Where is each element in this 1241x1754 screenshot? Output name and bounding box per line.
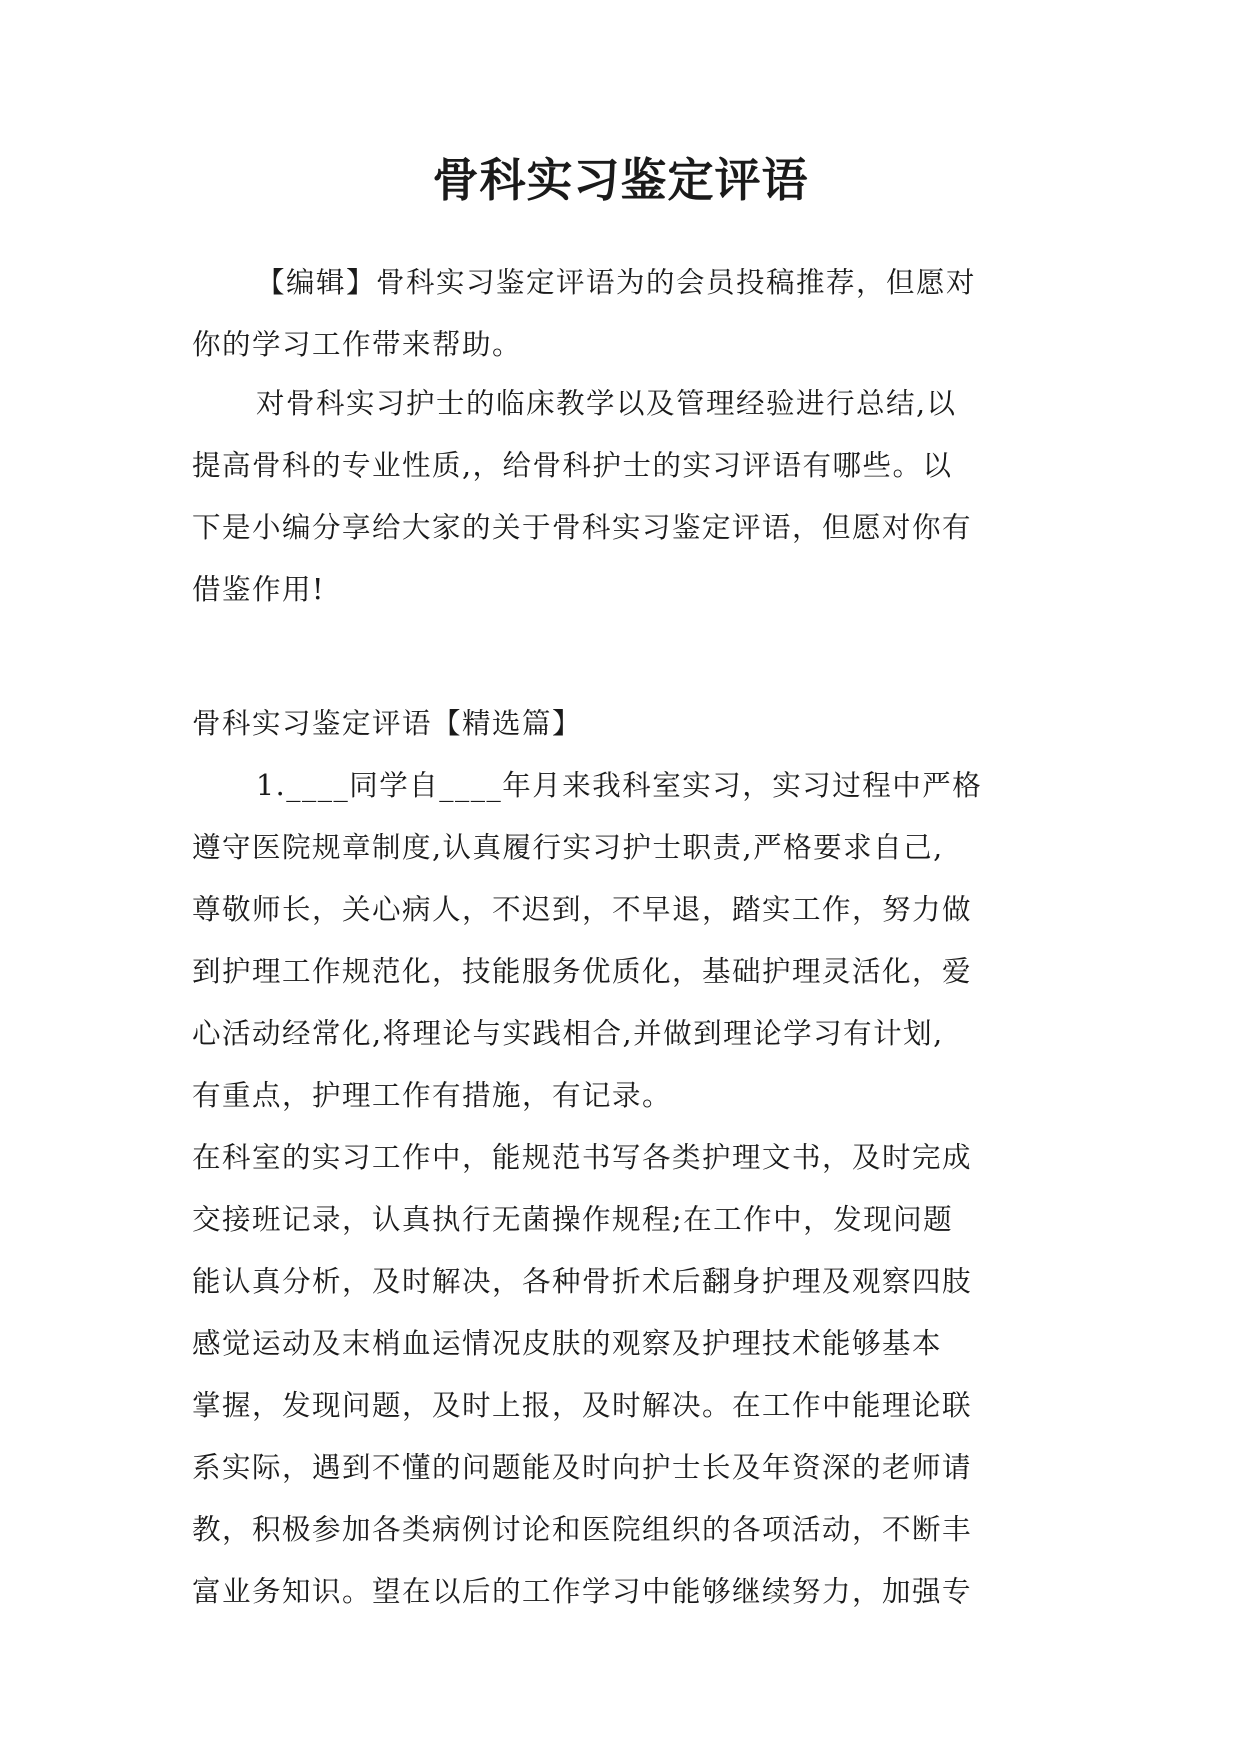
body-line: 系实际，遇到不懂的问题能及时向护士长及年资深的老师请: [192, 1451, 973, 1484]
document-title: 骨科实习鉴定评语: [432, 153, 809, 207]
item-line: 有重点，护理工作有措施，有记录。: [192, 1079, 673, 1112]
body-line: 能认真分析，及时解决，各种骨折术后翻身护理及观察四肢: [192, 1265, 973, 1298]
summary-line: 提高骨科的专业性质,，给骨科护士的实习评语有哪些。以: [192, 449, 953, 482]
item-line: 遵守医院规章制度,认真履行实习护士职责,严格要求自己,: [192, 831, 944, 864]
body-line: 交接班记录，认真执行无菌操作规程;在工作中，发现问题: [192, 1203, 954, 1236]
summary-line: 对骨科实习护士的临床教学以及管理经验进行总结,以: [256, 387, 957, 420]
body-line: 掌握，发现问题，及时上报，及时解决。在工作中能理论联: [192, 1389, 973, 1422]
item-line: 1.____同学自____年月来我科室实习，实习过程中严格: [256, 769, 983, 802]
body-line: 感觉运动及末梢血运情况皮肤的观察及护理技术能够基本: [192, 1327, 943, 1360]
summary-line: 下是小编分享给大家的关于骨科实习鉴定评语，但愿对你有: [192, 511, 973, 544]
body-line: 富业务知识。望在以后的工作学习中能够继续努力，加强专: [192, 1575, 973, 1608]
intro-line: 【编辑】骨科实习鉴定评语为的会员投稿推荐，但愿对: [256, 266, 977, 299]
intro-line: 你的学习工作带来帮助。: [192, 328, 523, 361]
item-line: 尊敬师长，关心病人，不迟到，不早退，踏实工作，努力做: [192, 893, 973, 926]
section-heading: 骨科实习鉴定评语【精选篇】: [192, 707, 583, 740]
item-line: 到护理工作规范化，技能服务优质化，基础护理灵活化，爱: [192, 955, 973, 988]
body-line: 在科室的实习工作中，能规范书写各类护理文书，及时完成: [192, 1141, 973, 1174]
item-line: 心活动经常化,将理论与实践相合,并做到理论学习有计划,: [192, 1017, 944, 1050]
body-line: 教，积极参加各类病例讨论和医院组织的各项活动，不断丰: [192, 1513, 973, 1546]
summary-line: 借鉴作用!: [192, 573, 325, 606]
